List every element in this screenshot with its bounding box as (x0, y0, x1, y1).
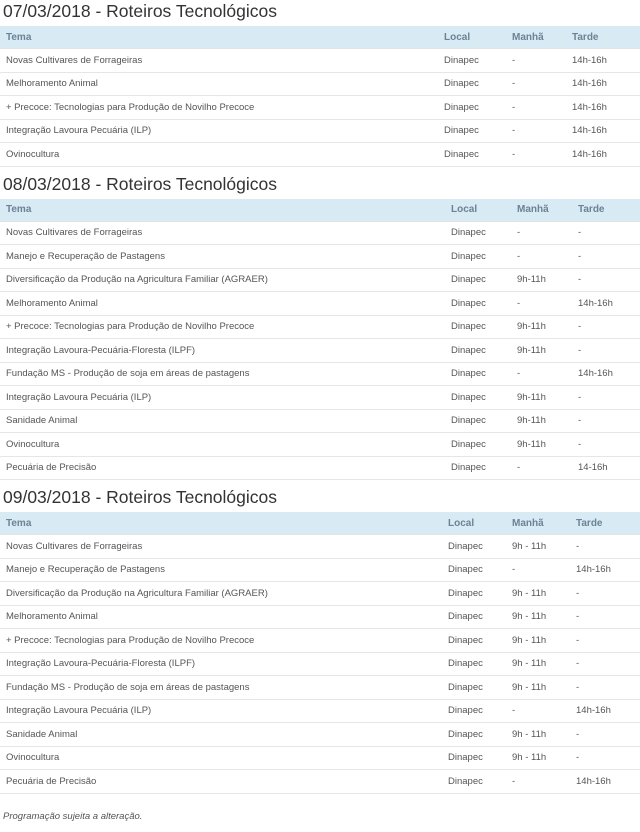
cell-tarde: - (570, 605, 640, 629)
cell-manha: 9h-11h (511, 409, 572, 433)
cell-local: Dinapec (445, 386, 511, 410)
cell-tema: Melhoramento Animal (0, 72, 438, 96)
footnote: Programação sujeita a alteração. (3, 811, 143, 822)
cell-manha: 9h-11h (511, 315, 572, 339)
cell-local: Dinapec (445, 268, 511, 292)
table-header-row (0, 26, 640, 49)
cell-local: Dinapec (445, 362, 511, 386)
cell-local: Dinapec (442, 770, 506, 794)
cell-tema: Novas Cultivares de Forrageiras (0, 535, 442, 559)
table-row (0, 268, 640, 292)
schedule-section-0903 (0, 486, 640, 794)
table-row (0, 535, 640, 559)
table-row (0, 49, 640, 73)
cell-local: Dinapec (445, 245, 511, 269)
cell-tarde: - (572, 221, 640, 245)
cell-local: Dinapec (438, 96, 506, 120)
table-body (0, 221, 640, 480)
section-title: 08/03/2018 - Roteiros Tecnológicos (3, 173, 278, 194)
table-row (0, 605, 640, 629)
cell-manha: 9h - 11h (506, 746, 570, 770)
cell-tema: Sanidade Animal (0, 723, 442, 747)
cell-tarde: - (572, 268, 640, 292)
cell-manha: 9h - 11h (506, 582, 570, 606)
cell-tema: Novas Cultivares de Forrageiras (0, 49, 438, 73)
cell-tema: Novas Cultivares de Forrageiras (0, 221, 445, 245)
cell-tarde: 14h-16h (572, 292, 640, 316)
cell-manha: 9h - 11h (506, 629, 570, 653)
table-row (0, 72, 640, 96)
table-row (0, 221, 640, 245)
column-header-tarde: Tarde (572, 199, 640, 222)
cell-tarde: - (570, 629, 640, 653)
cell-tarde: - (572, 433, 640, 457)
column-header-tarde: Tarde (566, 26, 640, 49)
cell-tarde: 14h-16h (570, 558, 640, 582)
cell-tema: Melhoramento Animal (0, 292, 445, 316)
table-row (0, 245, 640, 269)
table-row (0, 96, 640, 120)
cell-tarde: - (572, 386, 640, 410)
cell-manha: - (506, 699, 570, 723)
cell-tema: Integração Lavoura-Pecuária-Floresta (ILPF) (0, 339, 445, 363)
cell-local: Dinapec (438, 143, 506, 167)
cell-tema: Ovinocultura (0, 433, 445, 457)
cell-local: Dinapec (445, 292, 511, 316)
cell-tema: + Precoce: Tecnologias para Produção de Novilho Precoce (0, 96, 438, 120)
cell-manha: - (506, 96, 566, 120)
cell-tarde: 14h-16h (566, 72, 640, 96)
cell-manha: 9h - 11h (506, 676, 570, 700)
table-body (0, 535, 640, 794)
cell-local: Dinapec (442, 558, 506, 582)
cell-tema: Pecuária de Precisão (0, 770, 442, 794)
cell-tema: Integração Lavoura Pecuária (ILP) (0, 699, 442, 723)
cell-tarde: - (570, 746, 640, 770)
cell-tarde: 14h-16h (572, 362, 640, 386)
cell-tarde: - (572, 409, 640, 433)
cell-manha: - (506, 770, 570, 794)
table-row (0, 558, 640, 582)
cell-manha: - (506, 119, 566, 143)
cell-tema: Diversificação da Produção na Agricultura Familiar (AGRAER) (0, 582, 442, 606)
column-header-tema: Tema (0, 26, 438, 49)
cell-tema: Fundação MS - Produção de soja em áreas de pastagens (0, 676, 442, 700)
cell-tema: Manejo e Recuperação de Pastagens (0, 558, 442, 582)
column-header-local: Local (442, 512, 506, 535)
cell-tema: Diversificação da Produção na Agricultura Familiar (AGRAER) (0, 268, 445, 292)
cell-manha: 9h-11h (511, 339, 572, 363)
cell-manha: - (511, 362, 572, 386)
cell-local: Dinapec (445, 456, 511, 480)
cell-local: Dinapec (438, 49, 506, 73)
cell-local: Dinapec (445, 339, 511, 363)
column-header-local: Local (438, 26, 506, 49)
cell-tema: Integração Lavoura Pecuária (ILP) (0, 386, 445, 410)
cell-manha: - (506, 49, 566, 73)
cell-tarde: - (570, 652, 640, 676)
table-row (0, 770, 640, 794)
table-row (0, 699, 640, 723)
table-header-row (0, 199, 640, 222)
table-row (0, 362, 640, 386)
cell-tema: Pecuária de Precisão (0, 456, 445, 480)
cell-tema: Manejo e Recuperação de Pastagens (0, 245, 445, 269)
section-title: 09/03/2018 - Roteiros Tecnológicos (3, 487, 278, 507)
cell-local: Dinapec (445, 221, 511, 245)
schedule-section-0803 (0, 173, 640, 481)
cell-tema: Ovinocultura (0, 143, 438, 167)
cell-tema: + Precoce: Tecnologias para Produção de Novilho Precoce (0, 629, 442, 653)
cell-local: Dinapec (445, 315, 511, 339)
column-header-local: Local (445, 199, 511, 222)
cell-tema: Ovinocultura (0, 746, 442, 770)
cell-manha: 9h - 11h (506, 652, 570, 676)
cell-tarde: - (572, 339, 640, 363)
cell-tarde: 14h-16h (566, 143, 640, 167)
cell-local: Dinapec (438, 72, 506, 96)
column-header-tema: Tema (0, 199, 445, 222)
schedule-table (0, 512, 640, 794)
table-row (0, 292, 640, 316)
table-row (0, 119, 640, 143)
cell-manha: - (511, 245, 572, 269)
schedule-table (0, 26, 640, 167)
cell-manha: 9h-11h (511, 433, 572, 457)
cell-tarde: - (572, 245, 640, 269)
table-row (0, 456, 640, 480)
cell-manha: - (511, 221, 572, 245)
column-header-manha: Manhã (506, 26, 566, 49)
cell-tarde: - (570, 676, 640, 700)
table-row (0, 339, 640, 363)
cell-manha: - (506, 72, 566, 96)
cell-local: Dinapec (442, 699, 506, 723)
cell-tarde: - (572, 315, 640, 339)
cell-tarde: 14-16h (572, 456, 640, 480)
cell-local: Dinapec (442, 582, 506, 606)
cell-local: Dinapec (442, 652, 506, 676)
cell-manha: 9h - 11h (506, 605, 570, 629)
cell-manha: - (511, 456, 572, 480)
cell-local: Dinapec (442, 535, 506, 559)
cell-manha: 9h-11h (511, 386, 572, 410)
cell-tarde: 14h-16h (570, 699, 640, 723)
schedule-table (0, 199, 640, 481)
column-header-tarde: Tarde (570, 512, 640, 535)
cell-tarde: - (570, 723, 640, 747)
table-row (0, 315, 640, 339)
column-header-tema: Tema (0, 512, 442, 535)
table-row (0, 409, 640, 433)
cell-local: Dinapec (442, 629, 506, 653)
table-body (0, 49, 640, 167)
cell-manha: 9h - 11h (506, 723, 570, 747)
cell-tarde: - (570, 582, 640, 606)
cell-local: Dinapec (445, 433, 511, 457)
cell-manha: 9h-11h (511, 268, 572, 292)
cell-tema: Fundação MS - Produção de soja em áreas de pastagens (0, 362, 445, 386)
cell-local: Dinapec (442, 723, 506, 747)
cell-tarde: 14h-16h (566, 49, 640, 73)
column-header-manha: Manhã (511, 199, 572, 222)
cell-local: Dinapec (445, 409, 511, 433)
cell-tema: Integração Lavoura-Pecuária-Floresta (ILPF) (0, 652, 442, 676)
table-row (0, 676, 640, 700)
cell-tarde: - (570, 535, 640, 559)
table-row (0, 652, 640, 676)
cell-tarde: 14h-16h (566, 96, 640, 120)
cell-manha: 9h - 11h (506, 535, 570, 559)
table-row (0, 143, 640, 167)
column-header-manha: Manhã (506, 512, 570, 535)
cell-manha: - (506, 558, 570, 582)
table-row (0, 723, 640, 747)
table-row (0, 582, 640, 606)
section-title: 07/03/2018 - Roteiros Tecnológicos (3, 1, 278, 21)
cell-manha: - (506, 143, 566, 167)
cell-tema: Melhoramento Animal (0, 605, 442, 629)
cell-tema: Integração Lavoura Pecuária (ILP) (0, 119, 438, 143)
cell-tarde: 14h-16h (566, 119, 640, 143)
cell-tema: + Precoce: Tecnologias para Produção de Novilho Precoce (0, 315, 445, 339)
schedule-section-0703 (0, 0, 640, 167)
table-header-row (0, 512, 640, 535)
table-row (0, 629, 640, 653)
table-row (0, 386, 640, 410)
cell-tarde: 14h-16h (570, 770, 640, 794)
cell-local: Dinapec (442, 746, 506, 770)
cell-local: Dinapec (442, 605, 506, 629)
cell-local: Dinapec (442, 676, 506, 700)
cell-manha: - (511, 292, 572, 316)
table-row (0, 433, 640, 457)
cell-tema: Sanidade Animal (0, 409, 445, 433)
table-row (0, 746, 640, 770)
cell-local: Dinapec (438, 119, 506, 143)
